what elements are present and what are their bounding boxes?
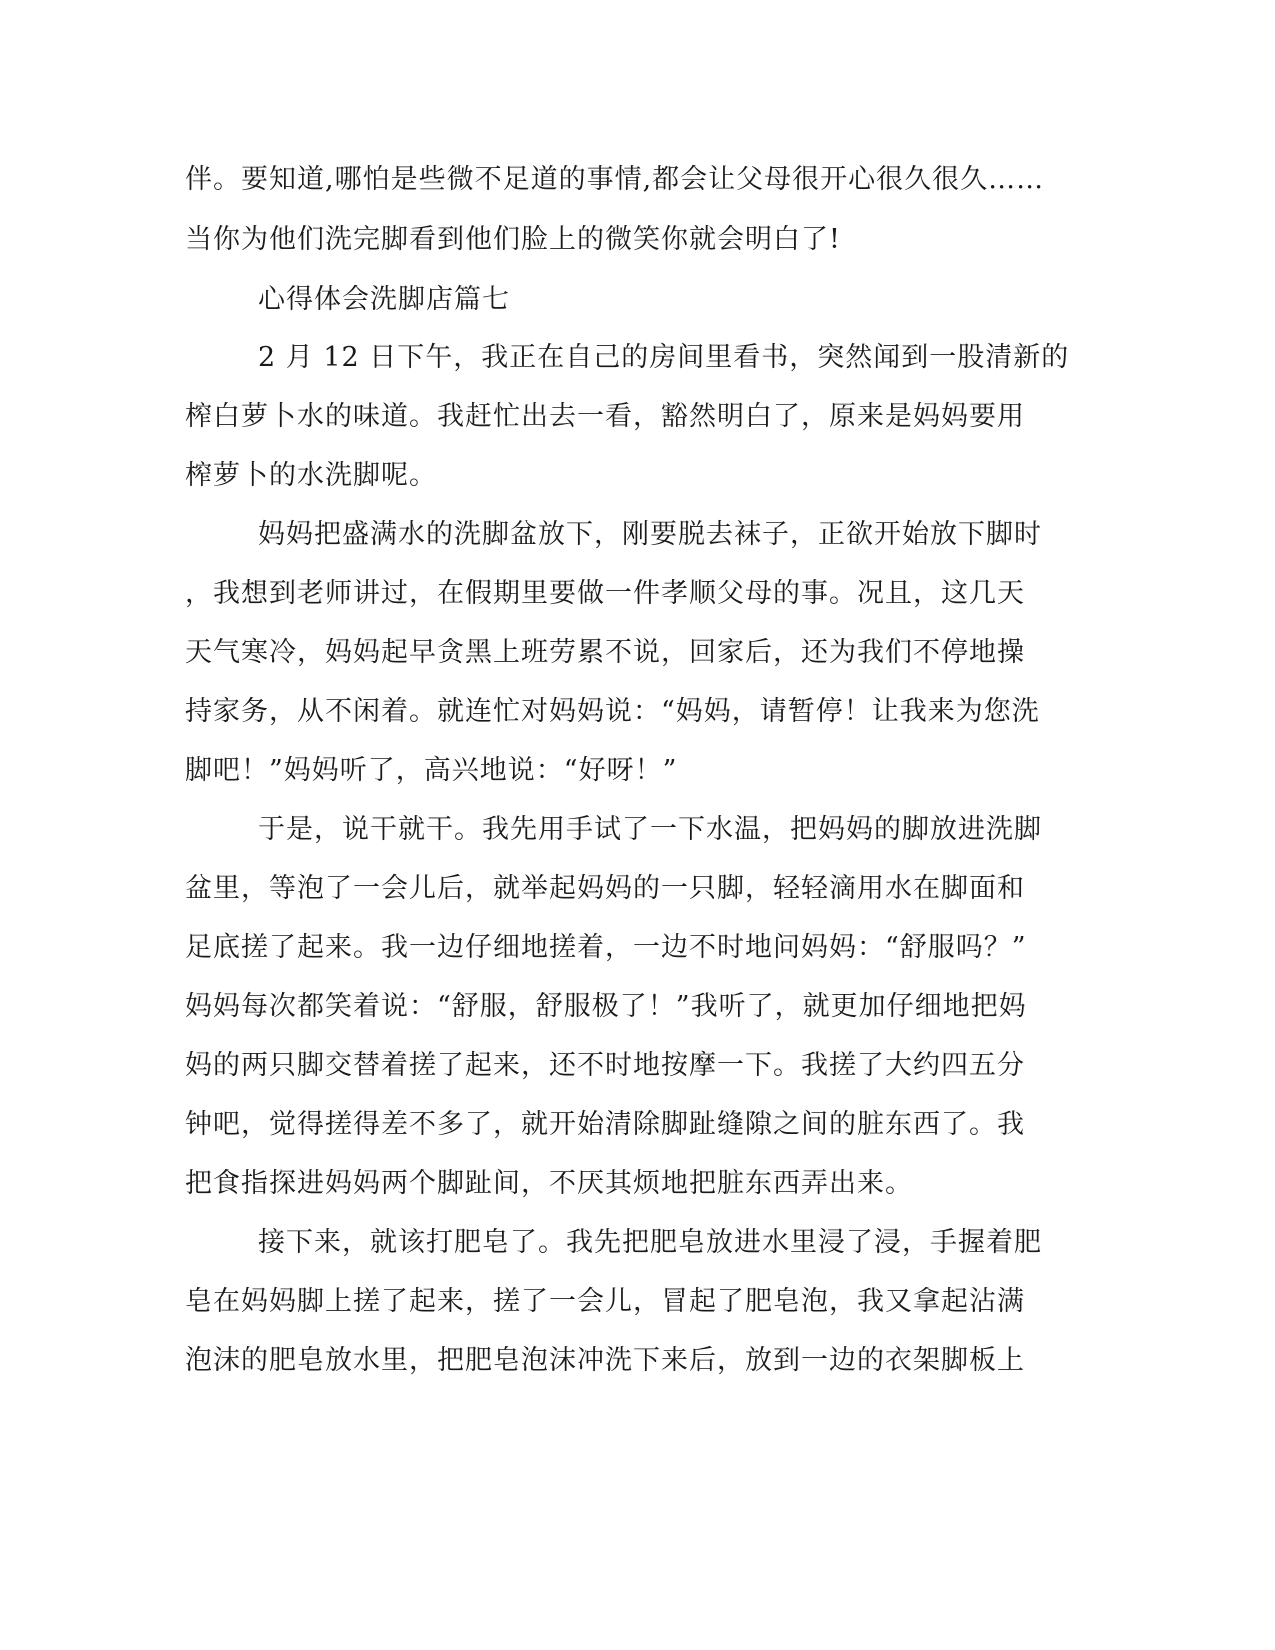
text-line: 接下来，就该打肥皂了。我先把肥皂放进水里浸了浸，手握着肥: [258, 1227, 1042, 1258]
text-line: 皂在妈妈脚上搓了起来，搓了一会儿，冒起了肥皂泡，我又拿起沾满: [185, 1286, 1025, 1317]
text-line: 2 月 12 日下午，我正在自己的房间里看书，突然闻到一股清新的: [258, 342, 1070, 373]
text-line: 伴。要知道,哪怕是些微不足道的事情,都会让父母很开心很久很久……: [185, 164, 1045, 195]
text-line: 榨萝卜的水洗脚呢。: [185, 460, 437, 491]
text-line: 钟吧，觉得搓得差不多了，就开始清除脚趾缝隙之间的脏东西了。我: [185, 1109, 1025, 1140]
text-line: 天气寒冷，妈妈起早贪黑上班劳累不说，回家后，还为我们不停地操: [185, 637, 1025, 668]
text-line: 把食指探进妈妈两个脚趾间，不厌其烦地把脏东西弄出来。: [185, 1168, 913, 1199]
text-line: 泡沫的肥皂放水里，把肥皂泡沫冲洗下来后，放到一边的衣架脚板上: [185, 1345, 1025, 1376]
text-line: 妈妈每次都笑着说：“舒服，舒服极了！”我听了，就更加仔细地把妈: [185, 991, 1027, 1022]
text-line: 于是，说干就干。我先用手试了一下水温，把妈妈的脚放进洗脚: [258, 814, 1042, 845]
section-title: 心得体会洗脚店篇七: [258, 284, 510, 315]
text-line: 妈的两只脚交替着搓了起来，还不时地按摩一下。我搓了大约四五分: [185, 1050, 1025, 1081]
text-line: 当你为他们洗完脚看到他们脸上的微笑你就会明白了!: [185, 224, 841, 255]
text-line: 榨白萝卜水的味道。我赶忙出去一看，豁然明白了，原来是妈妈要用: [185, 401, 1025, 432]
text-line: 盆里，等泡了一会儿后，就举起妈妈的一只脚，轻轻滴用水在脚面和: [185, 873, 1025, 904]
text-line: 持家务，从不闲着。就连忙对妈妈说：“妈妈，请暂停！让我来为您洗: [185, 696, 1040, 727]
text-line: ，我想到老师讲过，在假期里要做一件孝顺父母的事。况且，这几天: [185, 578, 1025, 609]
text-line: 脚吧！”妈妈听了，高兴地说：“好呀！”: [185, 755, 678, 786]
text-line: 妈妈把盛满水的洗脚盆放下，刚要脱去袜子，正欲开始放下脚时: [258, 519, 1042, 550]
text-line: 足底搓了起来。我一边仔细地搓着，一边不时地问妈妈：“舒服吗？”: [185, 932, 1027, 963]
